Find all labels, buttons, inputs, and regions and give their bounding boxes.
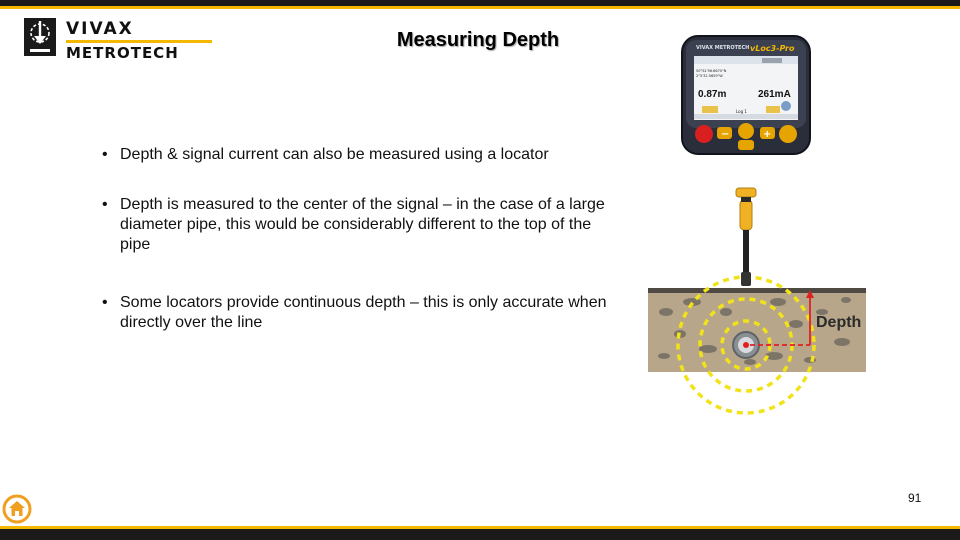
svg-text:−: − [721, 129, 730, 140]
ground-surface [648, 288, 866, 293]
bullet-item: • Some locators provide continuous depth – this is only accurate when directly over the line [100, 293, 620, 333]
depth-diagram [646, 184, 868, 422]
locator-shaft [743, 230, 749, 274]
device-depth-reading: 0.87m [698, 89, 727, 100]
device-current-reading: 261mA [758, 89, 791, 100]
bullet-item: • Depth & signal current can also be measured using a locator [100, 145, 620, 165]
locator-tip [741, 272, 751, 286]
logo-rule [66, 40, 212, 43]
top-accent-stripe [0, 6, 960, 9]
page-number: 91 [908, 491, 922, 505]
depth-label: Depth [816, 314, 862, 331]
bottom-accent-stripe [0, 526, 960, 529]
pipe-center-dot [743, 342, 749, 348]
home-icon[interactable] [2, 494, 32, 524]
slide-title: Measuring Depth [396, 29, 560, 51]
brand-logo [24, 18, 214, 60]
bullet-list [100, 145, 620, 333]
locator-device-image [680, 34, 812, 158]
device-coord-lat: 50°52'56.6670"N [696, 69, 727, 73]
logo-mark-icon [24, 18, 56, 56]
device-model-text: vLoc3-Pro [750, 44, 795, 53]
device-brand-text: VIVAX METROTECH [696, 45, 750, 51]
svg-text:+: + [763, 129, 772, 140]
device-log-label: Log 1 [736, 109, 747, 114]
locator-handle [740, 200, 752, 230]
bullet-item: • Depth is measured to the center of the signal – in the case of a large diameter pipe, this would be considerably different to the top of the pipe [100, 195, 620, 255]
device-coord-lon: 2°5'32.5659"W [696, 74, 723, 78]
brand-line-1: VIVAX [66, 19, 134, 39]
brand-line-2: METROTECH [66, 44, 179, 62]
power-button-icon [695, 125, 713, 143]
